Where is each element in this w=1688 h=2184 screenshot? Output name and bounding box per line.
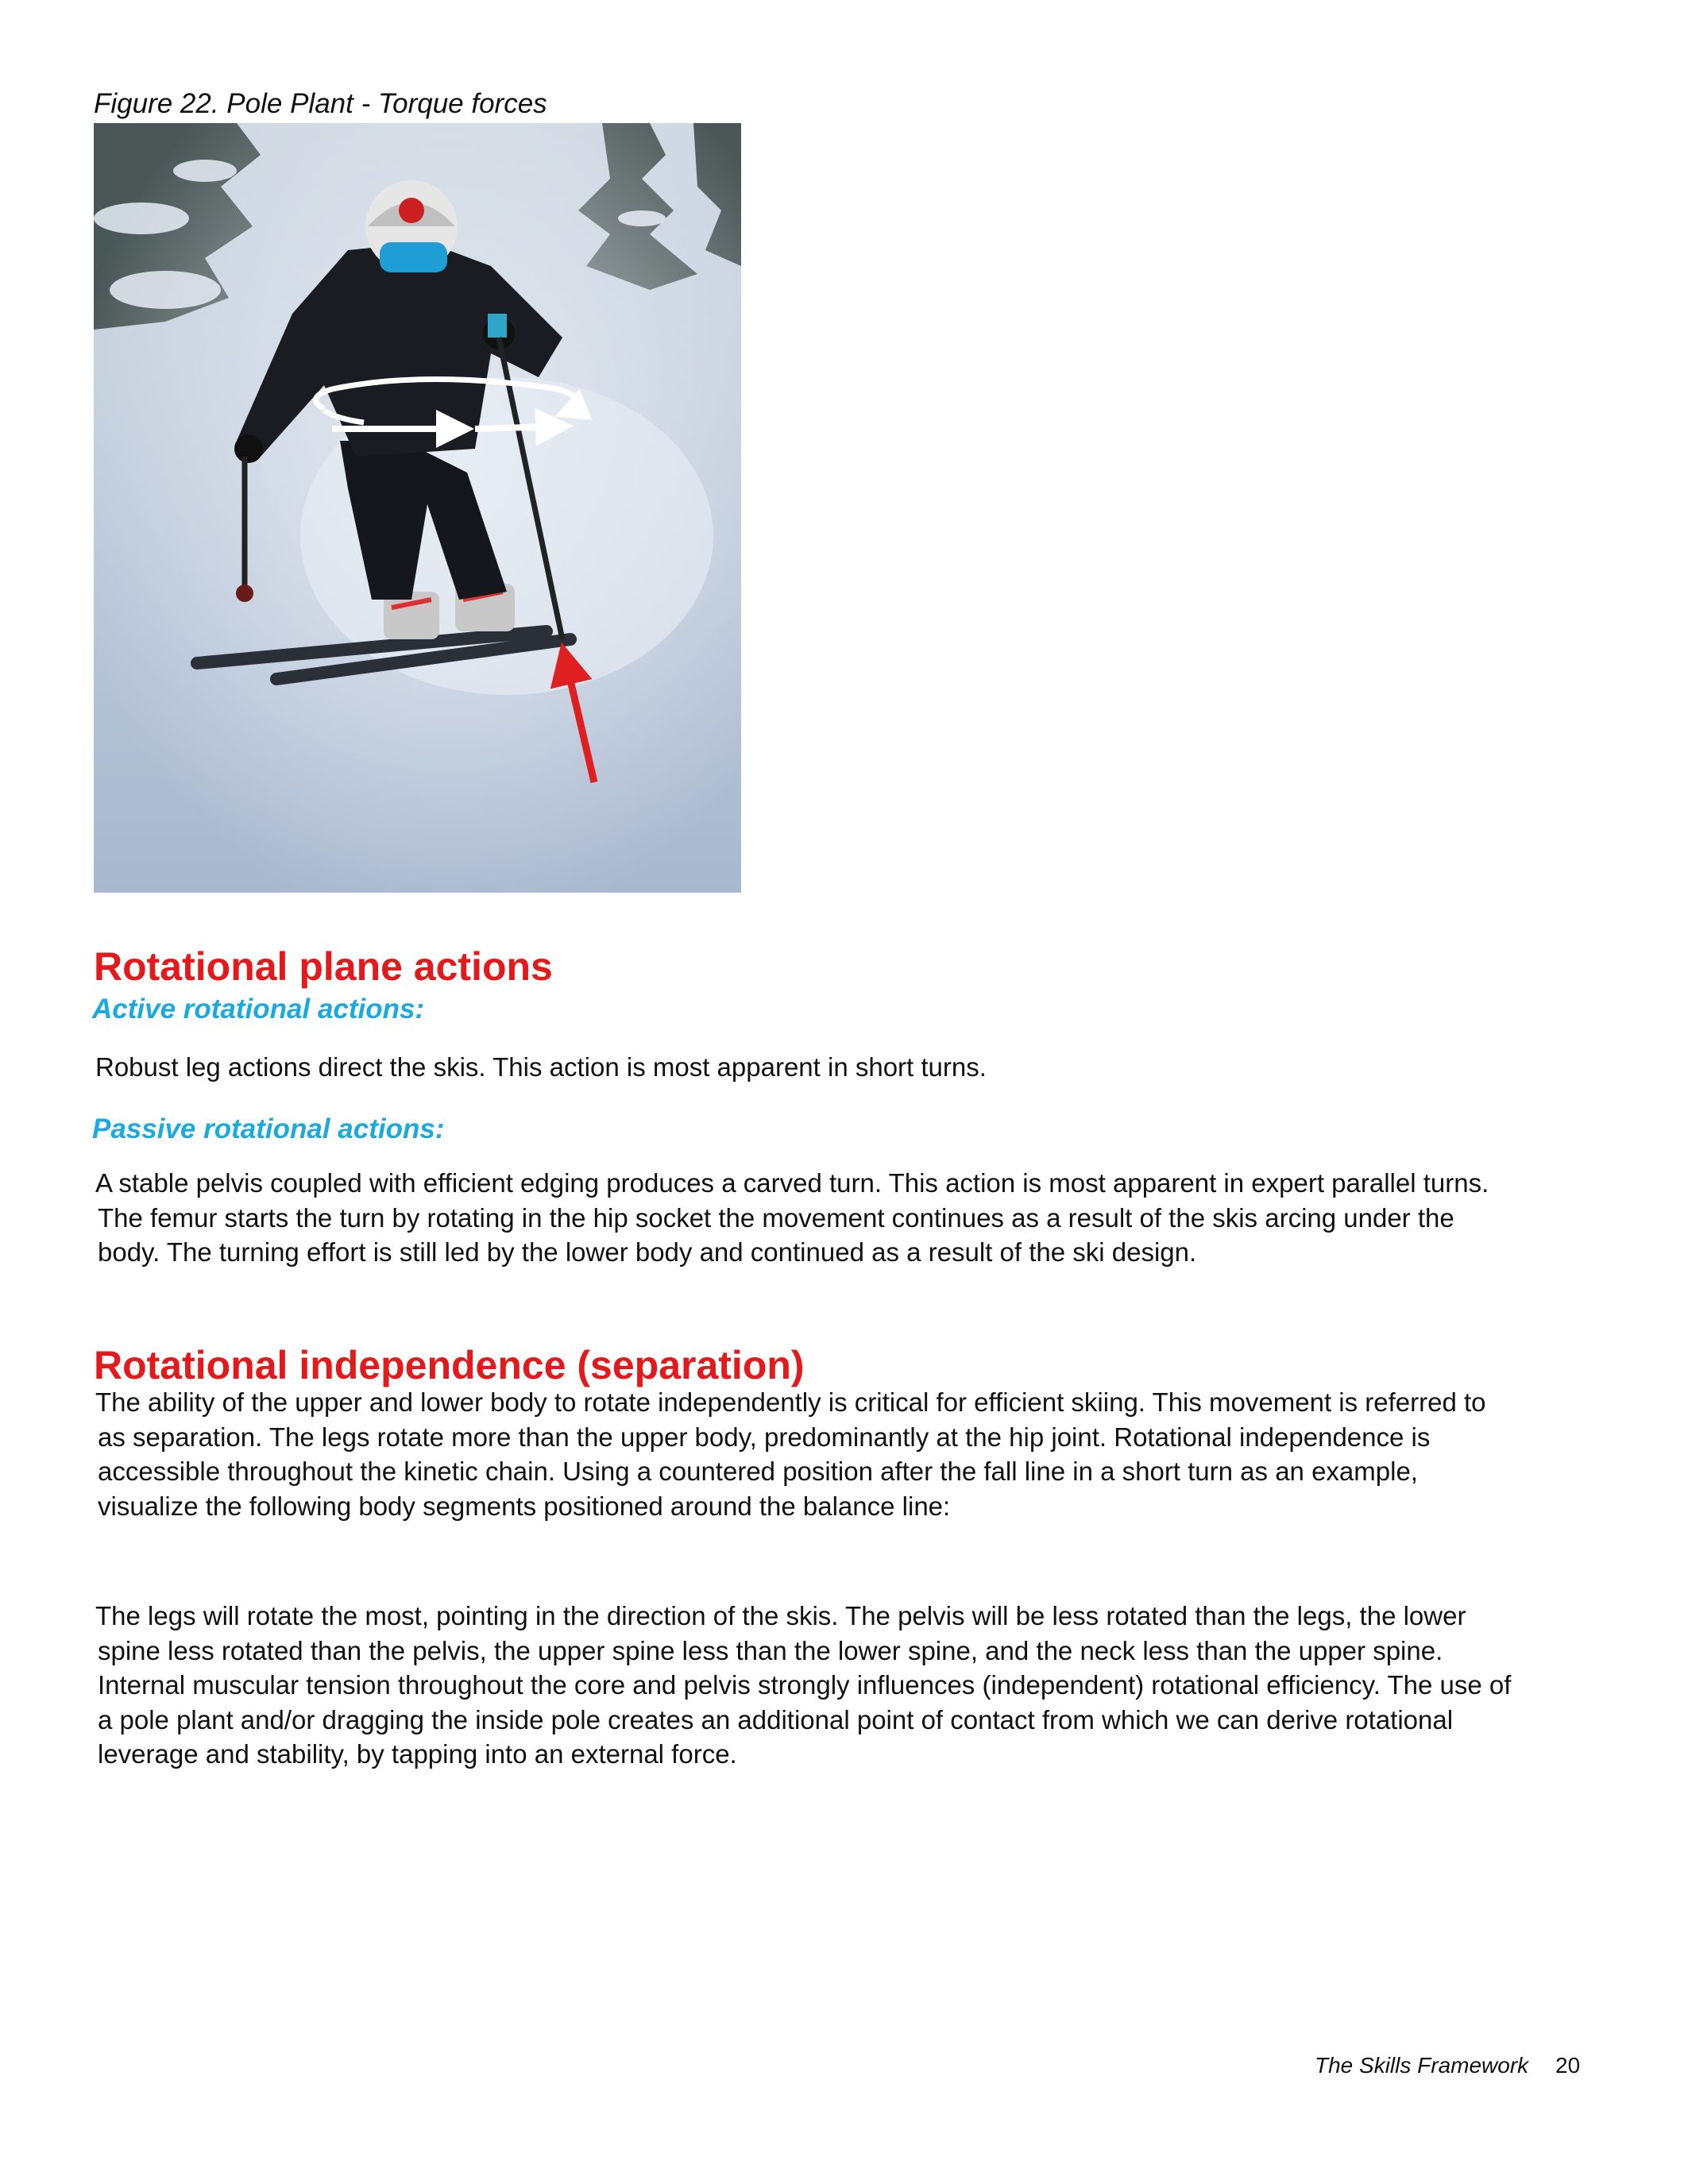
figure-photo bbox=[94, 123, 741, 893]
heading-rotational-plane-actions: Rotational plane actions bbox=[94, 944, 553, 989]
footer-title: The Skills Framework bbox=[1315, 2053, 1529, 2078]
text-line: a pole plant and/or dragging the inside pole creates an additional point of contact from which we can derive rotational bbox=[98, 1704, 1454, 1734]
text-line: visualize the following body segments positioned around the balance line: bbox=[98, 1491, 951, 1521]
text-line: accessible throughout the kinetic chain. Using a countered position after the fall line in a short turn as an example, bbox=[98, 1457, 1418, 1486]
page-number: 20 bbox=[1555, 2053, 1581, 2078]
heading-rotational-independence: Rotational independence (separation) bbox=[94, 1343, 805, 1387]
text-line: body. The turning effort is still led by the lower body and continued as a result of the ski design. bbox=[98, 1237, 1197, 1267]
paragraph-rotational-independence-2 bbox=[95, 1599, 1589, 1772]
subheading-active-rotational-actions: Active rotational actions: bbox=[92, 994, 425, 1024]
text-line: The femur starts the turn by rotating in the hip socket the movement continues as a result of the skis arcing under the bbox=[98, 1202, 1454, 1233]
text-line: The ability of the upper and lower body to rotate independently is critical for efficient skiing. This movement is referred to bbox=[95, 1387, 1486, 1417]
subheading-passive-rotational-actions: Passive rotational actions: bbox=[92, 1113, 445, 1144]
paragraph-rotational-independence-1 bbox=[95, 1385, 1589, 1523]
text-line: A stable pelvis coupled with efficient edging produces a carved turn. This action is most apparent in expert parallel turns. bbox=[95, 1168, 1489, 1198]
text-line: leverage and stability, by tapping into an external force. bbox=[98, 1739, 737, 1769]
text-line: spine less rotated than the pelvis, the upper spine less than the lower spine, and the neck less than the upper spine. bbox=[98, 1635, 1443, 1665]
text-line: Internal muscular tension throughout the core and pelvis strongly influences (independent) rotational efficiency. The use of bbox=[98, 1670, 1512, 1700]
text-line: as separation. The legs rotate more than the upper body, predominantly at the hip joint. Rotational independence is bbox=[98, 1422, 1431, 1452]
figure-caption: Figure 22. Pole Plant - Torque forces bbox=[94, 88, 547, 119]
paragraph-passive-rotational bbox=[95, 1166, 1589, 1270]
paragraph-active-rotational bbox=[95, 1050, 1589, 1085]
text-line: Robust leg actions direct the skis. This action is most apparent in short turns. bbox=[95, 1052, 987, 1082]
text-line: The legs will rotate the most, pointing in the direction of the skis. The pelvis will be less rotated than the legs, the lower bbox=[95, 1601, 1466, 1630]
